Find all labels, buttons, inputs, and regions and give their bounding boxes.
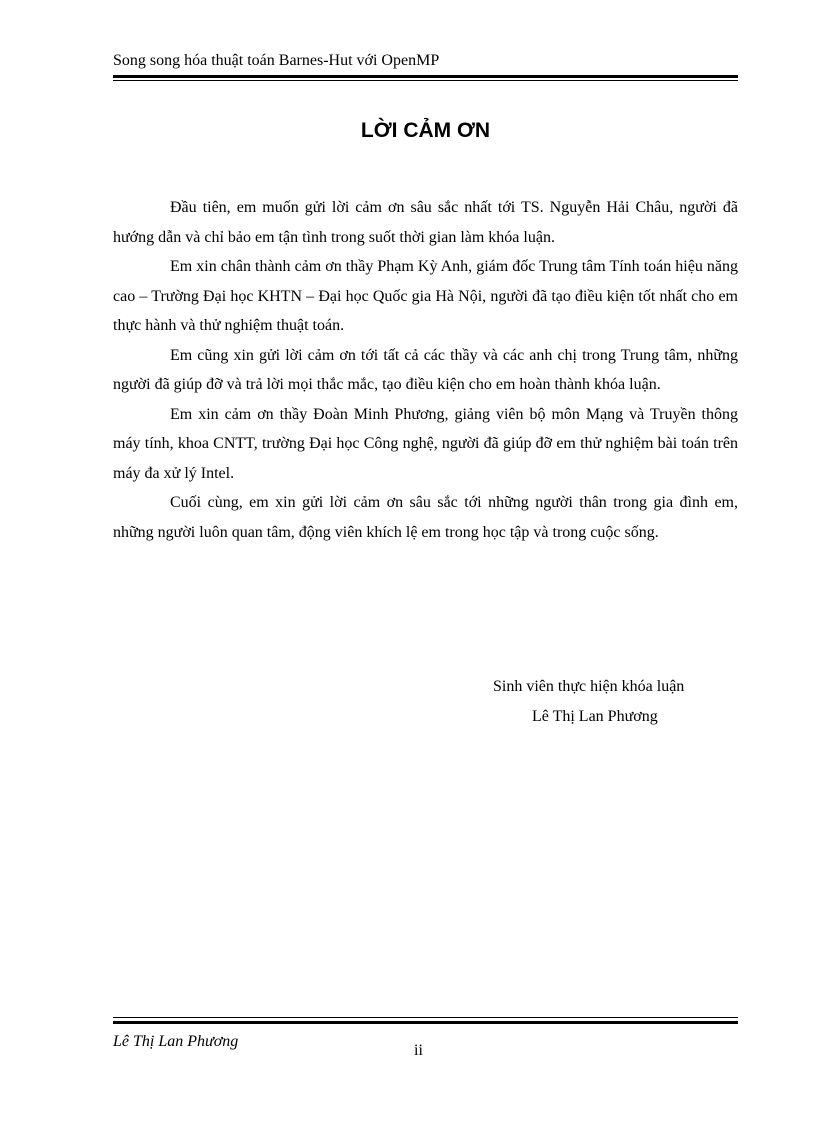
paragraph-3: Em cũng xin gửi lời cảm ơn tới tất cả các thầy và các anh chị trong Trung tâm, những người đã giúp đỡ và trả lời mọi thắc mắc, tạo điều kiện cho em hoàn thành khóa luận. bbox=[113, 346, 738, 393]
footer-rule-thick bbox=[113, 1021, 738, 1024]
signature-block bbox=[480, 672, 738, 731]
page-number: ii bbox=[414, 1042, 423, 1059]
paragraph-5: Cuối cùng, em xin gửi lời cảm ơn sâu sắc tới những người thân trong gia đình em, những người luôn quan tâm, động viên khích lệ em trong học tập và trong cuộc sống. bbox=[113, 494, 738, 541]
header-rule-thin bbox=[113, 80, 738, 81]
header-rule-thick bbox=[113, 75, 738, 78]
signature-role: Sinh viên thực hiện khóa luận bbox=[493, 678, 685, 695]
paragraph-1: Đầu tiên, em muốn gửi lời cảm ơn sâu sắc nhất tới TS. Nguyễn Hải Châu, người đã hướng dẫn và chỉ bảo em tận tình trong suốt thời gian làm khóa luận. bbox=[113, 199, 738, 246]
running-title: Song song hóa thuật toán Barnes-Hut với OpenMP bbox=[113, 52, 440, 69]
footer-author: Lê Thị Lan Phương bbox=[113, 1033, 239, 1050]
paragraph-2: Em xin chân thành cảm ơn thầy Phạm Kỳ Anh, giám đốc Trung tâm Tính toán hiệu năng cao – Trường Đại học KHTN – Đại học Quốc gia Hà Nội, người đã tạo điều kiện tốt nhất cho em thực hành và thử nghiệm thuật toán. bbox=[113, 258, 738, 334]
page-title: LỜI CẢM ƠN bbox=[360, 119, 491, 142]
acknowledgement-body bbox=[113, 193, 738, 547]
signature-name: Lê Thị Lan Phương bbox=[532, 707, 658, 725]
footer-rule-thin bbox=[113, 1017, 738, 1018]
paragraph-4: Em xin cảm ơn thầy Đoàn Minh Phương, giảng viên bộ môn Mạng và Truyền thông máy tính, khoa CNTT, trường Đại học Công nghệ, người đã giúp đỡ em thử nghiệm bài toán trên máy đa xử lý Intel. bbox=[113, 405, 738, 482]
